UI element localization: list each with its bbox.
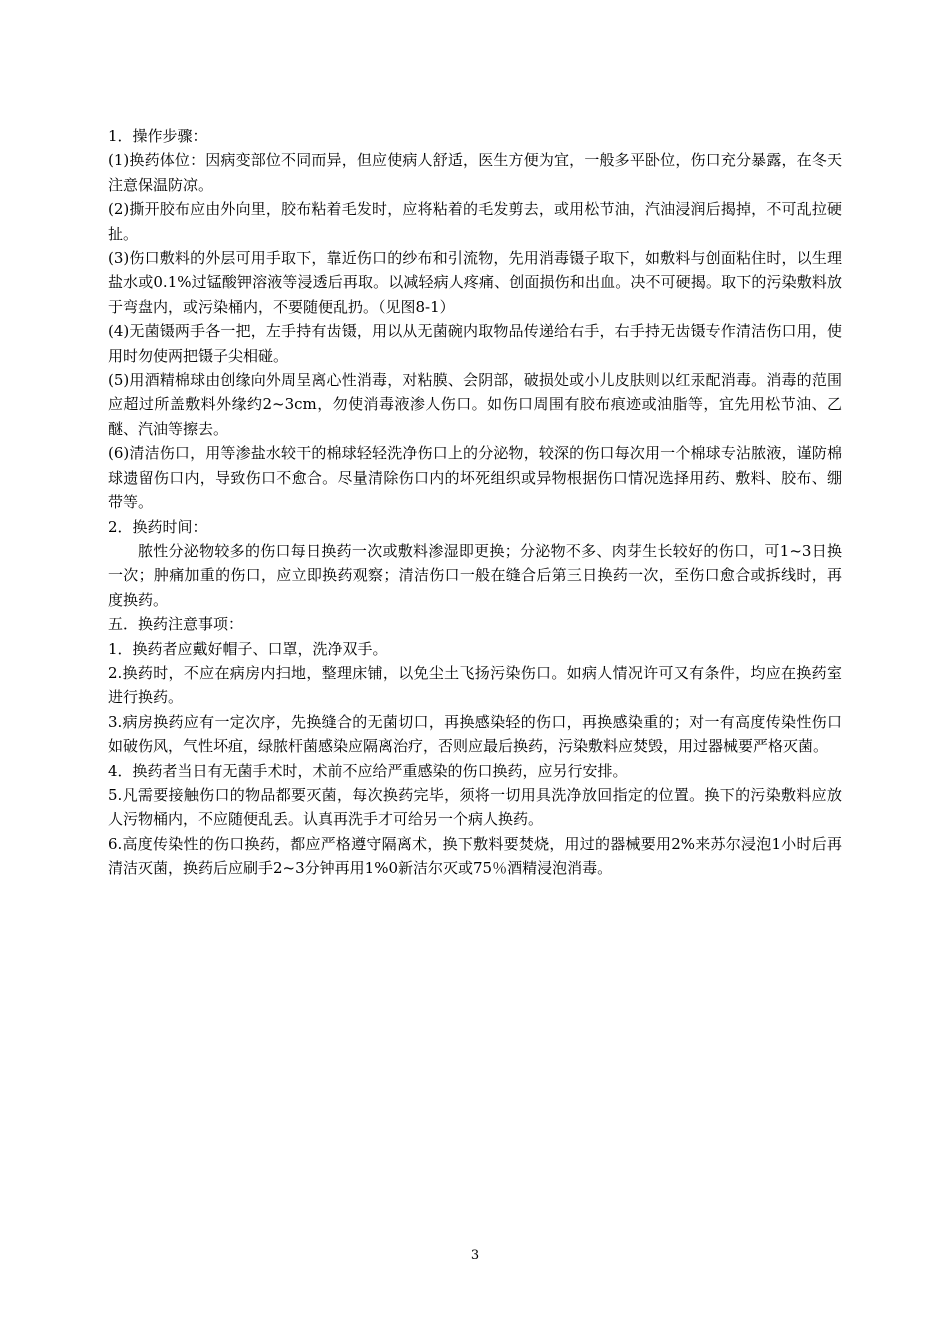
heading-procedure-steps: 1．操作步骤： [108, 127, 208, 145]
step-4-forceps: (4)无菌镊两手各一把，左手持有齿镊，用以从无菌碗内取物品传递给右手，右手持无齿镊专作清洁伤口用，使用时勿使两把镊子尖相碰。 [108, 322, 842, 365]
precaution-1: 1．换药者应戴好帽子、口罩，洗净双手。 [108, 639, 388, 658]
step-1-position: (1)换药体位：因病变部位不同而异，但应使病人舒适，医生方便为宜，一般多平卧位，伤口充分暴露，在冬天注意保温防凉。 [108, 151, 842, 194]
document-body [108, 124, 842, 881]
precaution-2: 2.换药时，不应在病房内扫地，整理床铺，以免尘土飞扬污染伤口。如病人情况许可又有条件，均应在换药室进行换药。 [108, 663, 842, 707]
precaution-5: 5.凡需要接触伤口的物品都要灭菌，每次换药完毕，须将一切用具洗净放回指定的位置。换下的污染敷料应放人污物桶内，不应随便乱丢。认真再洗手才可给另一个病人换药。 [108, 785, 842, 829]
step-5-disinfection: (5)用酒精棉球由创缘向外周呈离心性消毒，对粘膜、会阴部，破损处或小儿皮肤则以红汞配消毒。消毒的范围应超过所盖敷料外缘约2~3cm，勿使消毒液渗人伤口。如伤口周围有胶布痕迹或油脂等，宜先用松节油、乙醚、汽油等擦去。 [108, 371, 842, 438]
precaution-4: 4．换药者当日有无菌手术时，术前不应给严重感染的伤口换药，应另行安排。 [108, 761, 628, 780]
precaution-3: 3.病房换药应有一定次序，先换缝合的无菌切口，再换感染轻的伤口，再换感染重的；对一有高度传染性伤口如破伤风，气性坏疽，绿脓杆菌感染应隔离治疗，否则应最后换药，污染敷料应焚毁，用过器械要严格灭菌。 [108, 712, 842, 756]
precaution-6: 6.高度传染性的伤口换药，都应严格遵守隔离术，换下敷料要焚烧，用过的器械要用2%来苏尔浸泡1小时后再清洁灭菌，换药后应刷手2~3分钟再用1%0新洁尔灭或75％酒精浸泡消毒。 [108, 834, 842, 878]
step-3-remove-dressing: (3)伤口敷料的外层可用手取下，靠近伤口的纱布和引流物，先用消毒镊子取下，如敷料与创面粘住时，以生理盐水或0.1%过锰酸钾溶液等浸透后再取。以减轻病人疼痛、创面损伤和出血。决不可硬揭。取下的污染敷料放于弯盘内，或污染桶内，不要随便乱扔。（见图8-1） [108, 249, 842, 316]
dressing-time-body: 脓性分泌物较多的伤口每日换药一次或敷料渗湿即更换；分泌物不多、肉芽生长较好的伤口，可1~3日换一次；肿痛加重的伤口，应立即换药观察；清洁伤口一般在缝合后第三日换药一次，至伤口愈合或拆线时，再度换药。 [108, 541, 842, 609]
heading-dressing-time: 2．换药时间： [108, 517, 208, 536]
heading-precautions: 五．换药注意事项： [108, 615, 244, 634]
page-number: 3 [470, 1248, 480, 1263]
step-6-clean-wound: (6)清洁伤口，用等渗盐水较干的棉球轻轻洗净伤口上的分泌物，较深的伤口每次用一个棉球专沾脓液，谨防棉球遗留伤口内，导致伤口不愈合。尽量清除伤口内的坏死组织或异物根据伤口情况选择用药、敷料、胶布、绷带等。 [108, 444, 842, 512]
step-2-remove-tape: (2)撕开胶布应由外向里，胶布粘着毛发时，应将粘着的毛发剪去，或用松节油，汽油浸润后揭掉，不可乱拉硬扯。 [108, 200, 842, 243]
